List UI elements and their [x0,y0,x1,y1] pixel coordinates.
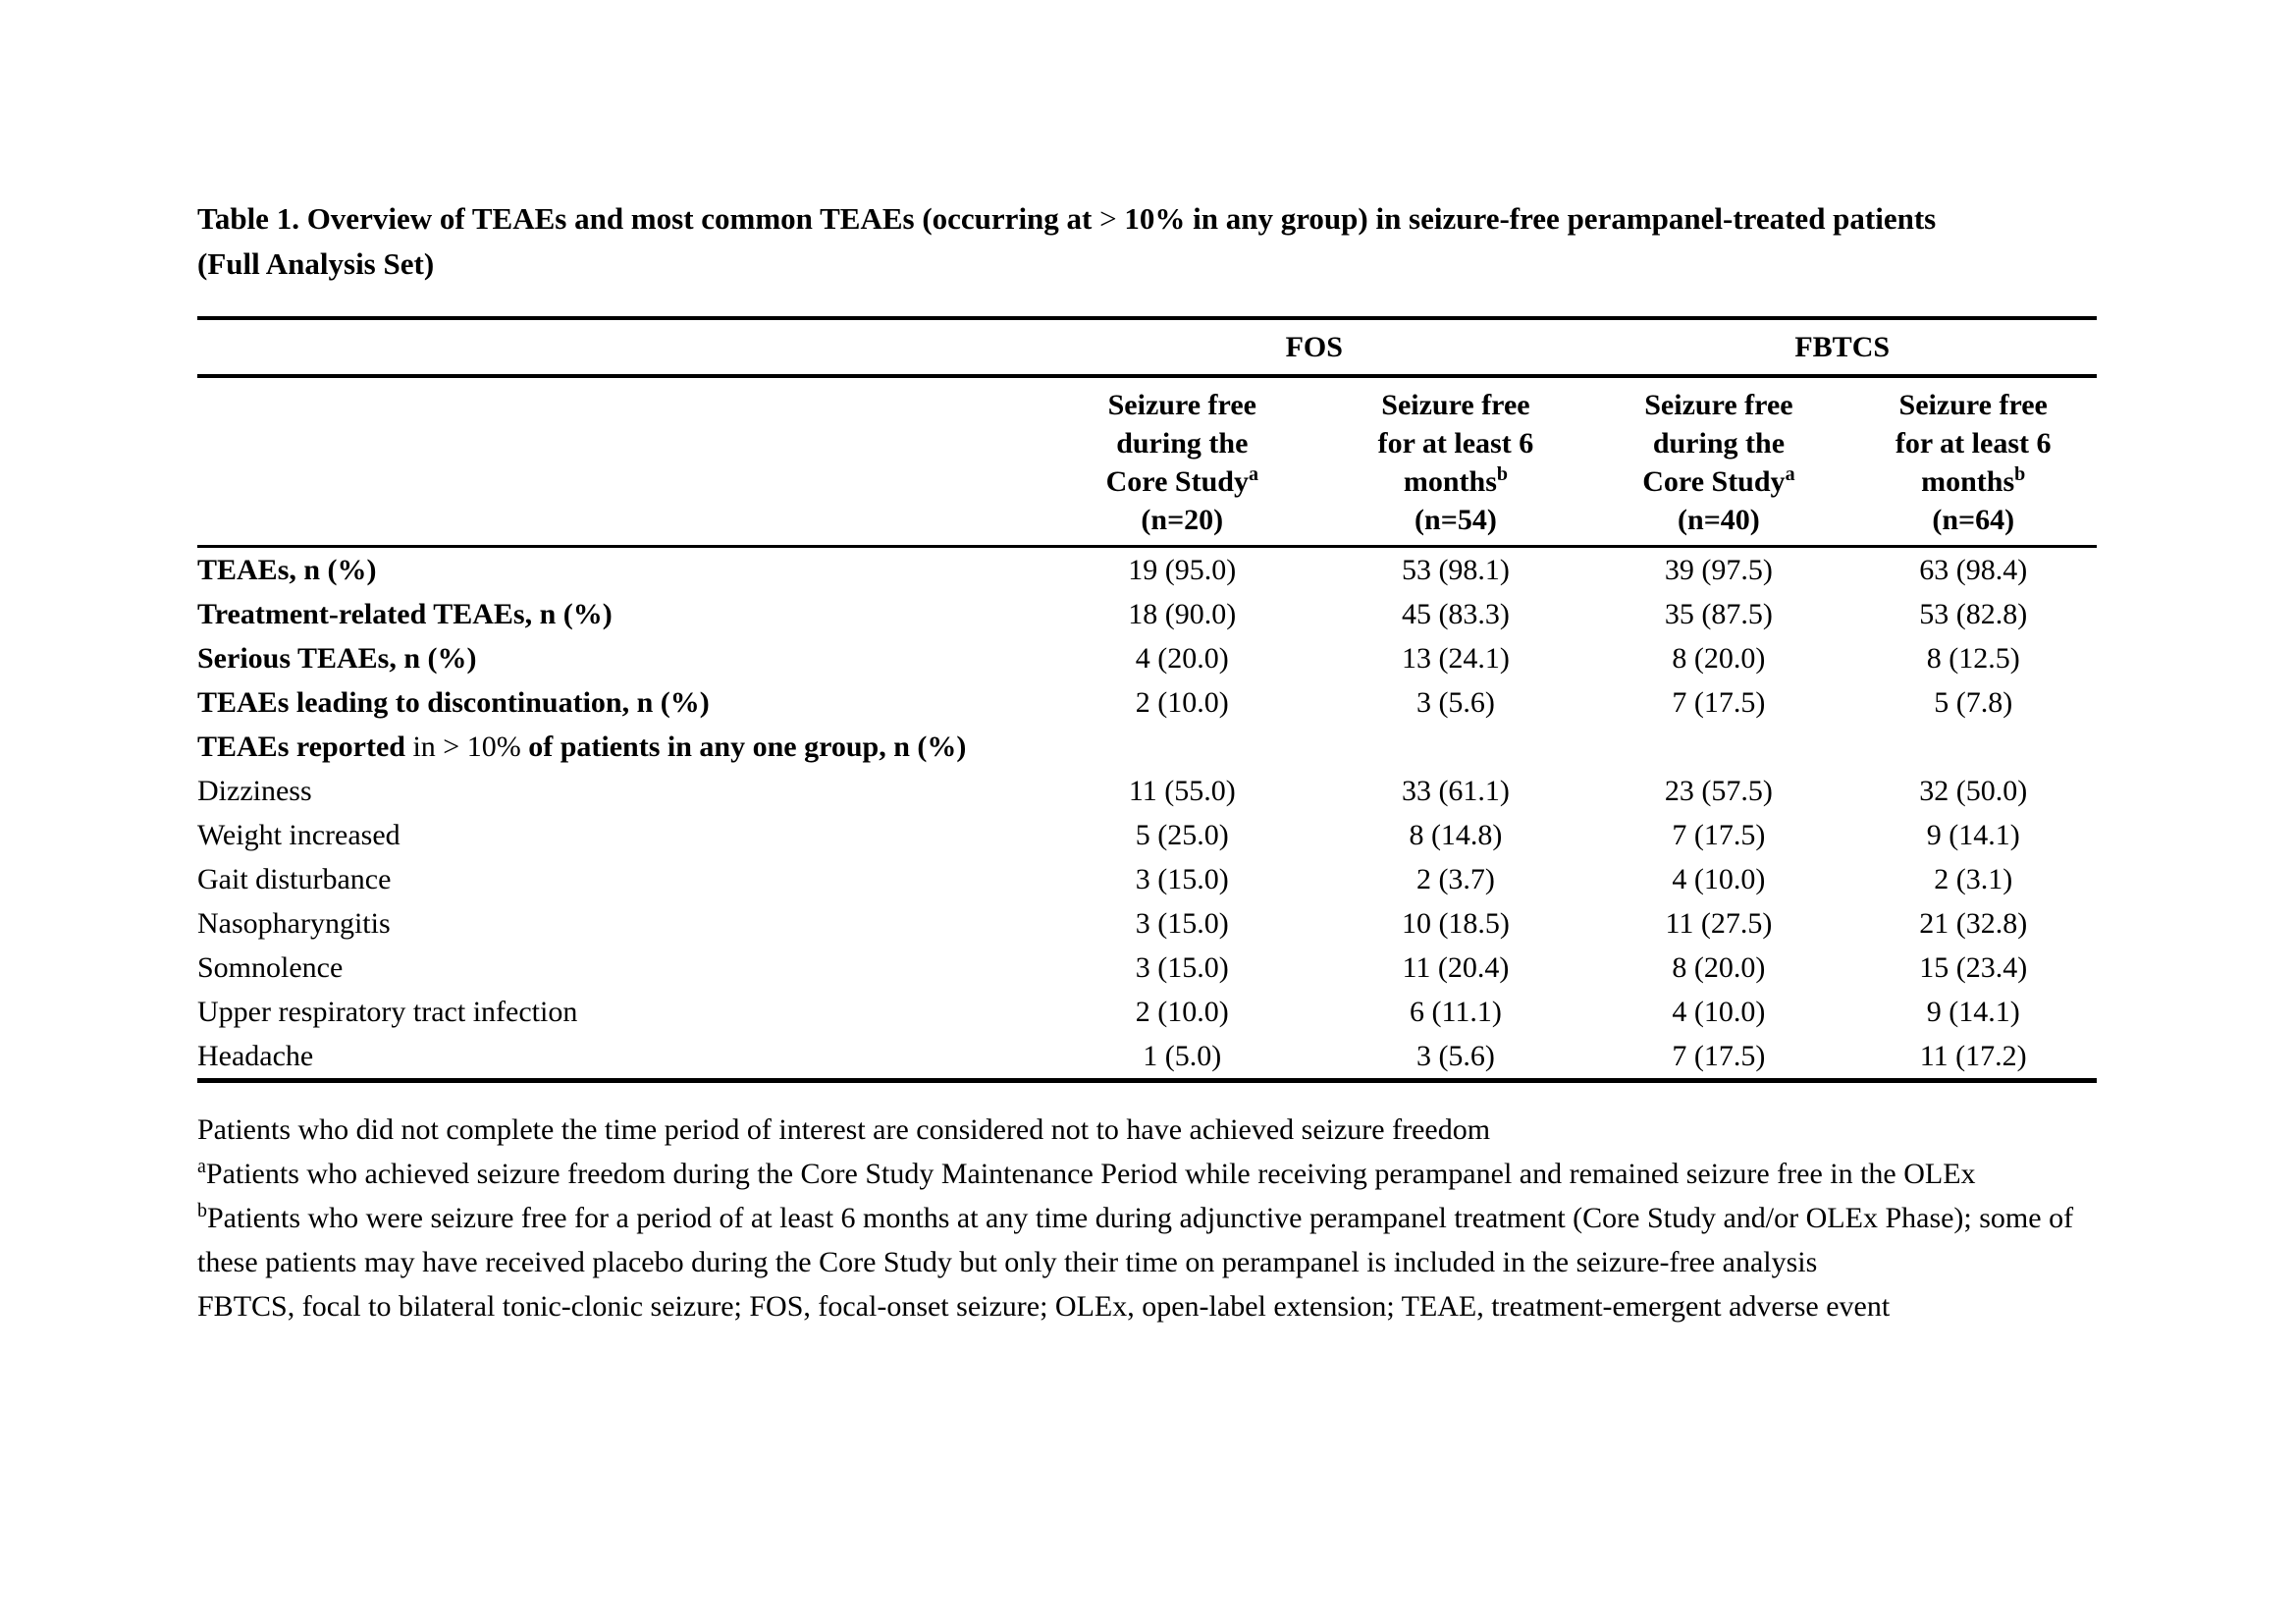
cell: 11 (20.4) [1402,950,1510,984]
cell: 53 (82.8) [1919,597,2028,630]
cell: 5 (7.8) [1934,685,2013,719]
col-header-line: Core Study [1105,465,1249,498]
table-row-dizziness [197,769,2097,813]
cell: 4 (10.0) [1672,995,1766,1028]
row-subheader-label [197,725,2097,769]
cell: 3 (5.6) [1415,685,1495,719]
footnote-text: FBTCS, focal to bilateral tonic-clonic seizure; FOS, focal-onset seizure; OLEx, open-label extension; TEAE, treatment-emergent adverse event [197,1290,1891,1323]
table-row-teaes [197,547,2097,593]
col-header-line: Seizure free [1644,389,1793,421]
cell: 4 (10.0) [1672,862,1766,895]
row-label: Weight increased [197,818,400,851]
cell: 11 (27.5) [1665,906,1773,940]
cell: 19 (95.0) [1128,553,1237,586]
table-row-upper-respiratory [197,990,2097,1034]
cell: 9 (14.1) [1926,995,2020,1028]
col-header-line: for at least 6 [1377,427,1534,460]
table-row-discontinuation [197,680,2097,725]
cell: 11 (55.0) [1128,774,1236,807]
column-header-row [197,376,2097,547]
col-header-n: (n=40) [1678,504,1760,536]
cell: 1 (5.0) [1041,1034,1323,1081]
column-header-empty [197,376,1041,547]
title-text-bold-2: 10% in any group) in seizure-free perampanel-treated patients [1124,201,1937,236]
table-row-somnolence [197,946,2097,990]
row-label: Upper respiratory tract infection [197,995,578,1028]
cell: 6 (11.1) [1409,995,1502,1028]
cell: 8 (14.8) [1409,818,1503,851]
col-header-line: Seizure free [1381,389,1530,421]
row-label: Headache [197,1034,1041,1081]
cell: 35 (87.5) [1664,597,1773,630]
footnote-text: Patients who did not complete the time period of interest are considered not to have achieved seizure freedom [197,1113,1491,1146]
row-label: Somnolence [197,950,344,984]
col-header-n: (n=64) [1932,504,2015,536]
cell: 21 (32.8) [1919,906,2028,940]
col-header-line: Seizure free [1898,389,2048,421]
cell: 13 (24.1) [1401,641,1510,675]
cell: 3 (15.0) [1135,906,1229,940]
row-label: Treatment-related TEAEs, n (%) [197,597,613,630]
teae-table [197,316,2097,1083]
cell: 33 (61.1) [1401,774,1510,807]
footnotes [197,1108,2102,1328]
col-header-line: Core Study [1642,465,1786,498]
col-header-n: (n=20) [1141,504,1224,536]
cell: 23 (57.5) [1664,774,1773,807]
cell: 2 (10.0) [1135,685,1229,719]
cell: 39 (97.5) [1664,553,1773,586]
cell: 2 (3.1) [1934,862,2013,895]
table-row-headache [197,1034,2097,1081]
title-line-2: (Full Analysis Set) [197,246,435,281]
col-header-line: during the [1652,427,1786,460]
footnote-marker-a: a [1785,463,1795,485]
column-header-fos-core [1041,376,1323,547]
cell: 11 (17.2) [1849,1034,2097,1081]
cell: 8 (20.0) [1672,950,1766,984]
cell: 3 (15.0) [1135,862,1229,895]
footnote-marker-b: b [1496,463,1508,485]
title-gt-sign: > [1099,201,1125,236]
row-label: Dizziness [197,774,312,807]
group-header-fbtcs: FBTCS [1587,318,2097,376]
table-row-weight-increased [197,813,2097,857]
subheader-regular: in > 10% [412,730,529,763]
cell: 8 (20.0) [1672,641,1766,675]
table-row-serious [197,636,2097,680]
column-header-fbtcs-6mo [1849,376,2097,547]
col-header-line: months [1403,465,1497,498]
footnote-text: Patients who were seizure free for a period of at least 6 months at any time during adjunctive perampanel treatment (Core Study and/or OLEx Phase); some of these patients may have received placebo during the Core Study but only their time on perampanel is included in the seizure-free analysis [197,1202,2074,1278]
row-label: Serious TEAEs, n (%) [197,641,477,675]
col-header-line: during the [1116,427,1249,460]
cell: 32 (50.0) [1919,774,2028,807]
footnote-text: Patients who achieved seizure freedom during the Core Study Maintenance Period while receiving perampanel and remained seizure free in the OLEx [205,1158,1976,1190]
cell: 3 (15.0) [1135,950,1229,984]
col-header-line: for at least 6 [1895,427,2052,460]
cell: 9 (14.1) [1926,818,2020,851]
cell: 10 (18.5) [1401,906,1510,940]
column-header-fbtcs-core [1587,376,1849,547]
cell: 53 (98.1) [1401,553,1510,586]
col-header-line: months [1921,465,2015,498]
subheader-bold-2: of patients in any one group, n (%) [528,730,967,763]
footnote-marker-b: b [2014,463,2026,485]
table-row-gait-disturbance [197,857,2097,901]
col-header-line: Seizure free [1107,389,1256,421]
row-label: Nasopharyngitis [197,906,391,940]
cell: 45 (83.3) [1401,597,1510,630]
cell: 2 (10.0) [1135,995,1229,1028]
footnote-marker-b: b [197,1200,207,1221]
table-row-treatment-related [197,592,2097,636]
cell: 7 (17.5) [1587,1034,1849,1081]
group-header-empty [197,318,1041,376]
table-title [197,196,2102,287]
footnote-marker-a: a [1248,463,1258,485]
footnote-a [197,1152,2102,1196]
cell: 5 (25.0) [1135,818,1229,851]
footnote-marker-a: a [197,1156,206,1177]
cell: 3 (5.6) [1323,1034,1587,1081]
footnote-abbreviations [197,1284,2102,1328]
cell: 15 (23.4) [1919,950,2028,984]
table-row-nasopharyngitis [197,901,2097,946]
cell: 7 (17.5) [1672,685,1766,719]
title-text-bold-1: Table 1. Overview of TEAEs and most common TEAEs (occurring at [197,201,1100,236]
row-label: TEAEs leading to discontinuation, n (%) [197,685,710,719]
group-header-row [197,318,2097,376]
subheader-bold-1: TEAEs reported [197,730,413,763]
col-header-n: (n=54) [1415,504,1497,536]
cell: 18 (90.0) [1128,597,1237,630]
row-label: TEAEs, n (%) [197,553,377,586]
footnote-b [197,1196,2102,1284]
table-row-subheader [197,725,2097,769]
cell: 4 (20.0) [1135,641,1229,675]
cell: 2 (3.7) [1415,862,1495,895]
cell: 8 (12.5) [1926,641,2020,675]
cell: 63 (98.4) [1919,553,2028,586]
cell: 7 (17.5) [1672,818,1766,851]
row-label: Gait disturbance [197,862,392,895]
footnote-general [197,1108,2102,1152]
column-header-fos-6mo [1323,376,1587,547]
group-header-fos: FOS [1041,318,1587,376]
